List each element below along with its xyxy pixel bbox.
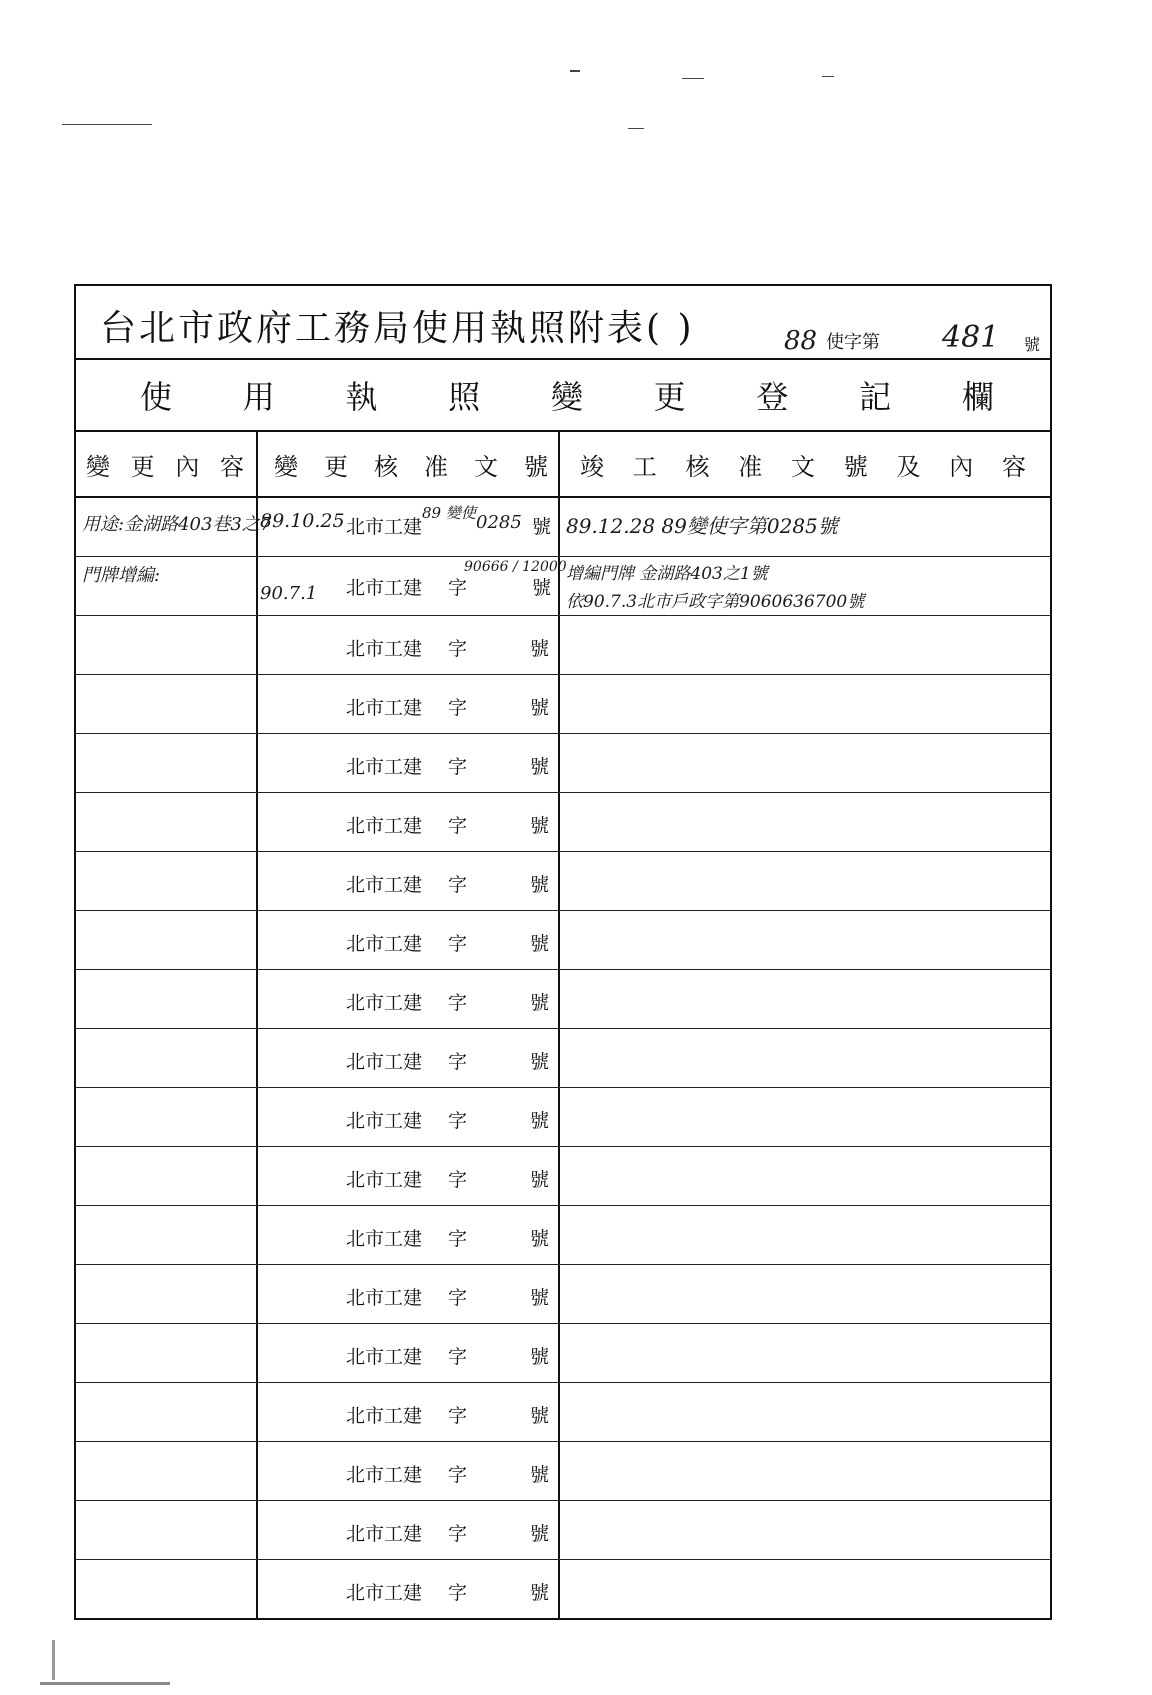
row-zi-label: 字	[448, 1228, 468, 1250]
approval-number-cell	[256, 793, 558, 851]
row-office-label: 北市工建	[346, 933, 423, 955]
row-office-label: 北市工建	[346, 1169, 423, 1191]
row-office-label: 北市工建	[346, 1464, 423, 1486]
section-char: 更	[653, 378, 686, 416]
section-char: 使	[140, 378, 173, 416]
entry-change: 用途:金湖路403巷3之7	[82, 514, 272, 535]
section-char: 登	[756, 378, 789, 416]
row-office-label: 北市工建	[346, 1110, 423, 1132]
row-hao-label: 號	[530, 1051, 550, 1073]
header-completion	[580, 432, 1026, 496]
header-char: 及	[896, 452, 921, 481]
entry-office: 北市工建	[346, 516, 423, 538]
scan-speck	[62, 124, 152, 125]
row-zi-label: 字	[448, 756, 468, 778]
row-hao-label: 號	[530, 992, 550, 1014]
entry-completion-line1: 增編門牌 金湖路403之1號	[566, 564, 768, 584]
approval-number-cell	[256, 1088, 558, 1146]
approval-number-cell	[256, 1147, 558, 1205]
scan-speck	[682, 78, 704, 79]
approval-number-cell	[256, 1029, 558, 1087]
approval-number-cell	[256, 1442, 558, 1500]
row-zi-label: 字	[448, 1523, 468, 1545]
table-row	[76, 1206, 1050, 1265]
entry-completion-line2: 依90.7.3北市戶政字第9060636700號	[566, 592, 865, 612]
row-zi-label: 字	[448, 1110, 468, 1132]
scan-speck	[628, 128, 644, 129]
title-row	[76, 286, 1050, 360]
entry-approval-word: 89 變使	[422, 504, 476, 522]
table-row	[76, 1560, 1050, 1619]
row-office-label: 北市工建	[346, 815, 423, 837]
column-header-row	[76, 432, 1050, 498]
header-char: 容	[1002, 452, 1026, 481]
row-zi-label: 字	[448, 638, 468, 660]
table-row	[76, 852, 1050, 911]
approval-number-cell	[256, 734, 558, 792]
approval-number-cell	[256, 1206, 558, 1264]
table-row	[76, 616, 1050, 675]
entry-approval-date: 89.10.25	[260, 510, 345, 532]
header-char: 工	[632, 452, 657, 481]
table-row	[76, 1383, 1050, 1442]
approval-number-cell	[256, 1560, 558, 1619]
row-hao-label: 號	[530, 1582, 550, 1604]
scan-speck	[40, 1682, 170, 1685]
row-hao-label: 號	[530, 1110, 550, 1132]
section-heading	[76, 360, 1050, 432]
row-hao-label: 號	[530, 1287, 550, 1309]
row-zi-label: 字	[448, 1346, 468, 1368]
row-hao-label: 號	[530, 697, 550, 719]
row-zi-label: 字	[448, 1051, 468, 1073]
section-char: 記	[859, 378, 892, 416]
header-char: 號	[524, 452, 548, 481]
table-row	[76, 911, 1050, 970]
row-office-label: 北市工建	[346, 1051, 423, 1073]
permit-label: 使字第	[826, 332, 880, 353]
row-zi-label: 字	[448, 1287, 468, 1309]
header-char: 更	[130, 452, 155, 481]
row-office-label: 北市工建	[346, 992, 423, 1014]
entry-hao: 號	[532, 577, 552, 599]
approval-number-cell	[256, 852, 558, 910]
header-char: 變	[274, 452, 298, 481]
row-zi-label: 字	[448, 1582, 468, 1604]
header-char: 竣	[580, 452, 604, 481]
table-row	[76, 734, 1050, 793]
entry-approval-number: 0285	[476, 512, 522, 533]
approval-number-cell	[256, 675, 558, 733]
section-char: 欄	[961, 378, 994, 416]
row-office-label: 北市工建	[346, 1405, 423, 1427]
row-hao-label: 號	[530, 1169, 550, 1191]
section-char: 變	[550, 378, 583, 416]
table-row	[76, 1265, 1050, 1324]
row-office-label: 北市工建	[346, 1228, 423, 1250]
row-zi-label: 字	[448, 1405, 468, 1427]
table-row	[76, 1029, 1050, 1088]
row-office-label: 北市工建	[346, 874, 423, 896]
section-char: 照	[448, 378, 481, 416]
header-char: 文	[791, 452, 815, 481]
scan-speck	[822, 76, 834, 77]
row-office-label: 北市工建	[346, 756, 423, 778]
entry-approval-date: 90.7.1	[260, 583, 318, 604]
row-hao-label: 號	[530, 874, 550, 896]
table-row	[76, 1088, 1050, 1147]
section-char: 執	[345, 378, 378, 416]
header-char: 內	[175, 452, 200, 481]
permit-number: 481	[942, 320, 1000, 355]
permit-suffix: 號	[1024, 335, 1041, 354]
row-zi-label: 字	[448, 874, 468, 896]
row-office-label: 北市工建	[346, 1582, 423, 1604]
header-change-content	[86, 432, 244, 496]
row-zi-label: 字	[448, 1169, 468, 1191]
register-rows	[76, 498, 1050, 1620]
row-zi-label: 字	[448, 815, 468, 837]
header-char: 容	[219, 452, 244, 481]
header-approval-number	[274, 432, 548, 496]
row-office-label: 北市工建	[346, 1346, 423, 1368]
row-hao-label: 號	[530, 815, 550, 837]
entry-zi: 字	[448, 577, 468, 599]
header-char: 核	[374, 452, 398, 481]
row-zi-label: 字	[448, 1464, 468, 1486]
approval-number-cell	[256, 1265, 558, 1323]
row-hao-label: 號	[530, 638, 550, 660]
approval-number-cell	[256, 1501, 558, 1559]
table-row	[76, 498, 1050, 557]
scan-speck	[52, 1640, 55, 1680]
form-title: 台北市政府工務局使用執照附表( )	[100, 308, 695, 349]
scan-speck	[570, 70, 580, 72]
header-char: 變	[86, 452, 110, 481]
row-office-label: 北市工建	[346, 1287, 423, 1309]
table-row	[76, 1442, 1050, 1501]
entry-approval-number: 90666 / 12000	[464, 559, 567, 575]
header-char: 文	[474, 452, 498, 481]
table-row	[76, 1147, 1050, 1206]
table-row	[76, 675, 1050, 734]
usage-permit-appendix-form	[74, 284, 1052, 1620]
row-hao-label: 號	[530, 756, 550, 778]
header-char: 更	[324, 452, 348, 481]
entry-change: 門牌增編:	[82, 565, 161, 586]
row-zi-label: 字	[448, 933, 468, 955]
header-char: 號	[843, 452, 868, 481]
table-row	[76, 1324, 1050, 1383]
row-office-label: 北市工建	[346, 1523, 423, 1545]
row-zi-label: 字	[448, 992, 468, 1014]
section-char: 用	[242, 378, 275, 416]
approval-number-cell	[256, 1324, 558, 1382]
header-char: 核	[685, 452, 710, 481]
table-row	[76, 557, 1050, 616]
approval-number-cell	[256, 911, 558, 969]
approval-number-cell	[256, 616, 558, 674]
row-hao-label: 號	[530, 1464, 550, 1486]
header-char: 內	[949, 452, 974, 481]
approval-number-cell	[256, 970, 558, 1028]
entry-completion: 89.12.28 89變使字第0285號	[566, 514, 838, 538]
header-char: 准	[424, 452, 448, 481]
row-zi-label: 字	[448, 697, 468, 719]
row-hao-label: 號	[530, 1228, 550, 1250]
table-row	[76, 970, 1050, 1029]
row-hao-label: 號	[530, 933, 550, 955]
permit-year: 88	[784, 326, 818, 356]
table-row	[76, 1501, 1050, 1560]
row-office-label: 北市工建	[346, 638, 423, 660]
row-office-label: 北市工建	[346, 697, 423, 719]
approval-number-cell	[256, 1383, 558, 1441]
table-row	[76, 793, 1050, 852]
header-char: 准	[738, 452, 763, 481]
entry-office: 北市工建	[346, 577, 423, 599]
row-hao-label: 號	[530, 1346, 550, 1368]
row-hao-label: 號	[530, 1405, 550, 1427]
entry-hao: 號	[532, 516, 552, 538]
row-hao-label: 號	[530, 1523, 550, 1545]
